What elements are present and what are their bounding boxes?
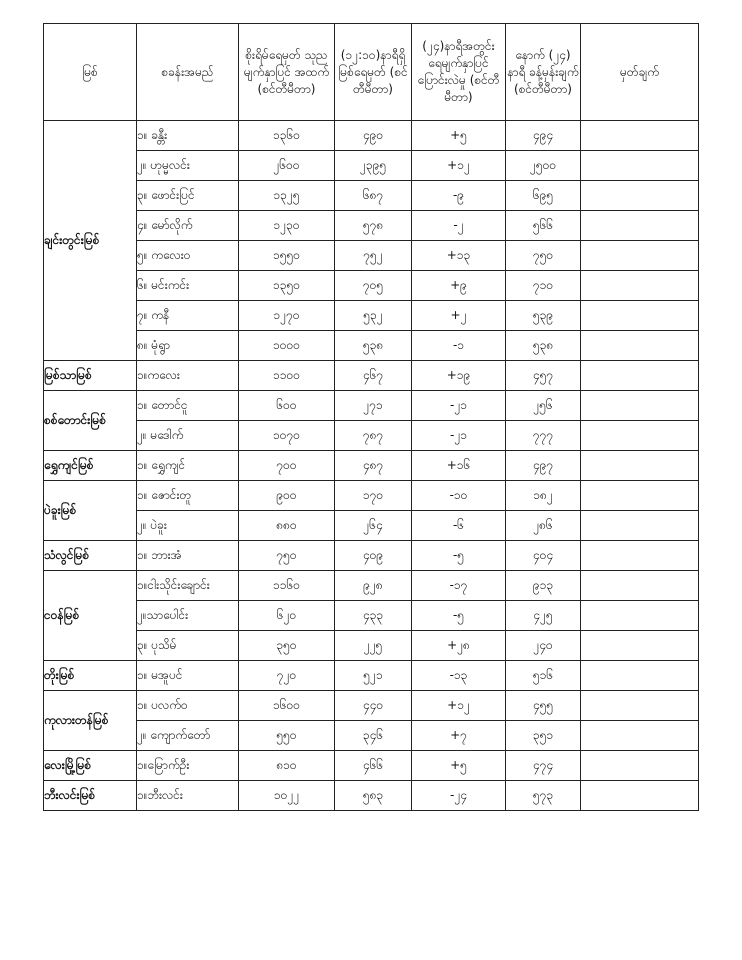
- forecast-cell: ၅၁၆: [506, 661, 581, 691]
- danger-level-cell: ၈၈၀: [239, 511, 335, 541]
- water-level-cell: ၅၈၃: [335, 781, 412, 811]
- danger-level-cell: ၂၆၀၀: [239, 151, 335, 181]
- remark-cell: [581, 421, 699, 451]
- remark-cell: [581, 751, 699, 781]
- level-change-cell: +၇: [412, 721, 506, 751]
- river-name-cell: ဘီးလင်းမြစ်: [44, 781, 137, 811]
- danger-level-cell: ၁၀၇၀: [239, 421, 335, 451]
- water-level-cell: ၂၆၄: [335, 511, 412, 541]
- forecast-cell: ၇၅၀: [506, 241, 581, 271]
- river-name-cell: လေးမြို့မြစ်: [44, 751, 137, 781]
- header-current-level: (၁၂:၁၀)နာရီရှိ မြစ်ရေမှတ် (စင်တီမီတာ): [335, 24, 412, 121]
- water-level-cell: ၂၃၉၅: [335, 151, 412, 181]
- station-name-cell: ၅။ ကလေးဝ: [137, 241, 239, 271]
- table-row: [44, 451, 699, 481]
- water-level-cell: ၇၀၅: [335, 271, 412, 301]
- remark-cell: [581, 151, 699, 181]
- level-change-cell: -၁၇: [412, 571, 506, 601]
- table-row: [44, 541, 699, 571]
- water-level-cell: ၆၈၇: [335, 181, 412, 211]
- danger-level-cell: ၈၁၀: [239, 751, 335, 781]
- forecast-cell: ၄၅၅: [506, 691, 581, 721]
- level-change-cell: -၂: [412, 211, 506, 241]
- forecast-cell: ၄၉၇: [506, 451, 581, 481]
- station-name-cell: ၁။ မအူပင်: [137, 661, 239, 691]
- danger-level-cell: ၅၅၀: [239, 721, 335, 751]
- river-name-cell: ပဲခူးမြစ်: [44, 481, 137, 541]
- danger-level-cell: ၁၁၆၀: [239, 571, 335, 601]
- station-name-cell: ၁။မြောက်ဦး: [137, 751, 239, 781]
- water-level-cell: ၄၆၇: [335, 361, 412, 391]
- danger-level-cell: ၁၂၇၀: [239, 301, 335, 331]
- level-change-cell: -၂၁: [412, 421, 506, 451]
- remark-cell: [581, 571, 699, 601]
- water-level-cell: ၃၄၆: [335, 721, 412, 751]
- forecast-cell: ၄၉၄: [506, 121, 581, 151]
- level-change-cell: -၉: [412, 181, 506, 211]
- forecast-cell: ၂၅၆: [506, 391, 581, 421]
- water-level-cell: ၅၂၁: [335, 661, 412, 691]
- forecast-cell: ၂၈၆: [506, 511, 581, 541]
- water-level-cell: ၂၂၅: [335, 631, 412, 661]
- level-change-cell: +၁၂: [412, 691, 506, 721]
- remark-cell: [581, 631, 699, 661]
- remark-cell: [581, 331, 699, 361]
- table-row: [44, 751, 699, 781]
- danger-level-cell: ၁၃၅၀: [239, 271, 335, 301]
- level-change-cell: -၂၁: [412, 391, 506, 421]
- station-name-cell: ၁။ကလေး: [137, 361, 239, 391]
- forecast-cell: ၅၆၆: [506, 211, 581, 241]
- forecast-cell: ၄၂၅: [506, 601, 581, 631]
- water-level-cell: ၄၃၃: [335, 601, 412, 631]
- table-row: [44, 571, 699, 601]
- remark-cell: [581, 271, 699, 301]
- station-name-cell: ၃။ ဖောင်းပြင်: [137, 181, 239, 211]
- water-level-cell: ၅၃၂: [335, 301, 412, 331]
- station-name-cell: ၁။ ရွှေကျင်: [137, 451, 239, 481]
- table-row: [44, 631, 699, 661]
- danger-level-cell: ၁၃၆၀: [239, 121, 335, 151]
- level-change-cell: -၆: [412, 511, 506, 541]
- forecast-cell: ၂၅၀၀: [506, 151, 581, 181]
- river-name-cell: မြစ်သာမြစ်: [44, 361, 137, 391]
- water-level-cell: ၄၄၀: [335, 691, 412, 721]
- remark-cell: [581, 211, 699, 241]
- remark-cell: [581, 511, 699, 541]
- table-row: [44, 211, 699, 241]
- danger-level-cell: ၁၀၀၀: [239, 331, 335, 361]
- station-name-cell: ၁။ တောင်ငူ: [137, 391, 239, 421]
- table-row: [44, 691, 699, 721]
- station-name-cell: ၆။ မင်းကင်း: [137, 271, 239, 301]
- header-row: [44, 24, 699, 121]
- remark-cell: [581, 691, 699, 721]
- water-level-cell: ၇၅၂: [335, 241, 412, 271]
- header-station: စခန်းအမည်: [137, 24, 239, 121]
- water-level-cell: ၅၇၈: [335, 211, 412, 241]
- table-body: [44, 121, 699, 811]
- header-river: မြစ်: [44, 24, 137, 121]
- remark-cell: [581, 601, 699, 631]
- level-change-cell: +၅: [412, 751, 506, 781]
- table-row: [44, 181, 699, 211]
- danger-level-cell: ၁၂၃၀: [239, 211, 335, 241]
- station-name-cell: ၄။ မော်လိုက်: [137, 211, 239, 241]
- forecast-cell: ၄၀၄: [506, 541, 581, 571]
- table-row: [44, 151, 699, 181]
- forecast-cell: ၅၃၉: [506, 301, 581, 331]
- level-change-cell: +၂: [412, 301, 506, 331]
- forecast-cell: ၃၅၁: [506, 721, 581, 751]
- remark-cell: [581, 781, 699, 811]
- station-name-cell: ၁။ ခန္တီး: [137, 121, 239, 151]
- level-change-cell: -၂၄: [412, 781, 506, 811]
- river-name-cell: တိုးမြစ်: [44, 661, 137, 691]
- table-row: [44, 481, 699, 511]
- station-name-cell: ၁။ဘီးလင်း: [137, 781, 239, 811]
- station-name-cell: ၁။ ဘားအံ: [137, 541, 239, 571]
- forecast-cell: ၆၉၅: [506, 181, 581, 211]
- table-row: [44, 361, 699, 391]
- water-level-cell: ၂၇၁: [335, 391, 412, 421]
- table-row: [44, 391, 699, 421]
- forecast-cell: ၂၄၀: [506, 631, 581, 661]
- river-name-cell: ရွှေကျင်မြစ်: [44, 451, 137, 481]
- level-change-cell: +၂၈: [412, 631, 506, 661]
- remark-cell: [581, 721, 699, 751]
- header-24h-change: (၂၄)နာရီအတွင်း ရေမျက်နှာပြင် ပြောင်းလဲမှု (စင်တီမီတာ): [412, 24, 506, 121]
- water-level-cell: ၄၆၆: [335, 751, 412, 781]
- danger-level-cell: ၁၁၀၀: [239, 361, 335, 391]
- station-name-cell: ၂။သာပေါင်း: [137, 601, 239, 631]
- table-row: [44, 721, 699, 751]
- danger-level-cell: ၆၀၀: [239, 391, 335, 421]
- danger-level-cell: ၇၀၀: [239, 451, 335, 481]
- forecast-cell: ၁၈၂: [506, 481, 581, 511]
- remark-cell: [581, 361, 699, 391]
- remark-cell: [581, 241, 699, 271]
- water-level-cell: ၇၈၇: [335, 421, 412, 451]
- station-name-cell: ၁။ငါးသိုင်းချောင်း: [137, 571, 239, 601]
- forecast-cell: ၅၇၃: [506, 781, 581, 811]
- remark-cell: [581, 661, 699, 691]
- station-name-cell: ၂။ မဒေါက်: [137, 421, 239, 451]
- danger-level-cell: ၆၂၀: [239, 601, 335, 631]
- river-name-cell: သံလွင်မြစ်: [44, 541, 137, 571]
- water-level-cell: ၄၀၉: [335, 541, 412, 571]
- table-row: [44, 121, 699, 151]
- station-name-cell: ၇။ ကနီ: [137, 301, 239, 331]
- danger-level-cell: ၁၀၂၂: [239, 781, 335, 811]
- table-row: [44, 301, 699, 331]
- table-row: [44, 601, 699, 631]
- station-name-cell: ၈။ မုံရွာ: [137, 331, 239, 361]
- header-24h-forecast: နောက် (၂၄) နာရီ ခန့်မှန်းချက် (စင်တီမီတာ): [506, 24, 581, 121]
- water-level-cell: ၉၂၈: [335, 571, 412, 601]
- danger-level-cell: ၉၀၀: [239, 481, 335, 511]
- remark-cell: [581, 301, 699, 331]
- river-name-cell: ငဝန်မြစ်: [44, 571, 137, 661]
- remark-cell: [581, 121, 699, 151]
- river-name-cell: စစ်တောင်းမြစ်: [44, 391, 137, 451]
- level-change-cell: +၅: [412, 121, 506, 151]
- level-change-cell: -၅: [412, 541, 506, 571]
- table-row: [44, 271, 699, 301]
- table-row: [44, 241, 699, 271]
- forecast-cell: ၅၃၈: [506, 331, 581, 361]
- remark-cell: [581, 541, 699, 571]
- water-level-cell: ၁၇၀: [335, 481, 412, 511]
- station-name-cell: ၁။ ပလက်ဝ: [137, 691, 239, 721]
- station-name-cell: ၂။ ပဲခူး: [137, 511, 239, 541]
- level-change-cell: +၉: [412, 271, 506, 301]
- danger-level-cell: ၁၅၅၀: [239, 241, 335, 271]
- water-level-cell: ၅၃၈: [335, 331, 412, 361]
- level-change-cell: +၁၂: [412, 151, 506, 181]
- river-name-cell: ကုလားတန်မြစ်: [44, 691, 137, 751]
- forecast-cell: ၄၇၄: [506, 751, 581, 781]
- danger-level-cell: ၇၂၀: [239, 661, 335, 691]
- river-water-level-table: [43, 23, 699, 811]
- water-level-cell: ၄၈၇: [335, 451, 412, 481]
- remark-cell: [581, 181, 699, 211]
- forecast-cell: ၄၅၇: [506, 361, 581, 391]
- remark-cell: [581, 391, 699, 421]
- table-row: [44, 661, 699, 691]
- level-change-cell: +၁၉: [412, 361, 506, 391]
- danger-level-cell: ၃၅၀: [239, 631, 335, 661]
- table-row: [44, 421, 699, 451]
- table-row: [44, 781, 699, 811]
- level-change-cell: -၁၃: [412, 661, 506, 691]
- river-name-cell: ချင်းတွင်းမြစ်: [44, 121, 137, 361]
- table-row: [44, 511, 699, 541]
- level-change-cell: +၁၃: [412, 241, 506, 271]
- forecast-cell: ၉၁၃: [506, 571, 581, 601]
- header-danger-level: စိုးရိမ်ရေမှတ် သုညမျက်နှာပြင် အထက် (စင်တီမီတာ): [239, 24, 335, 121]
- station-name-cell: ၂။ ကျောက်တော်: [137, 721, 239, 751]
- danger-level-cell: ၇၅၀: [239, 541, 335, 571]
- station-name-cell: ၂။ ဟုမ္မလင်း: [137, 151, 239, 181]
- level-change-cell: -၁: [412, 331, 506, 361]
- danger-level-cell: ၁၃၂၅: [239, 181, 335, 211]
- forecast-cell: ၇၁၀: [506, 271, 581, 301]
- table-row: [44, 331, 699, 361]
- level-change-cell: -၅: [412, 601, 506, 631]
- danger-level-cell: ၁၆၀၀: [239, 691, 335, 721]
- level-change-cell: -၁၀: [412, 481, 506, 511]
- header-remark: မှတ်ချက်: [581, 24, 699, 121]
- water-level-cell: ၄၉၀: [335, 121, 412, 151]
- level-change-cell: +၁၆: [412, 451, 506, 481]
- station-name-cell: ၃။ ပုသိမ်: [137, 631, 239, 661]
- forecast-cell: ၇၇၇: [506, 421, 581, 451]
- station-name-cell: ၁။ ဇောင်းတူ: [137, 481, 239, 511]
- remark-cell: [581, 481, 699, 511]
- remark-cell: [581, 451, 699, 481]
